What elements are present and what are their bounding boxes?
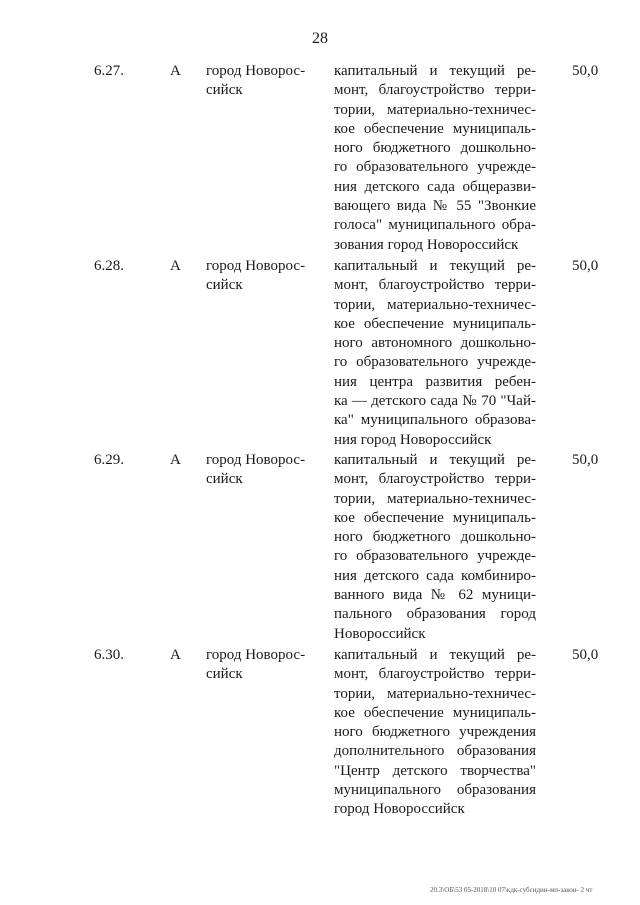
description-line: тории, материально-техничес-	[334, 490, 536, 507]
description-line: го образовательного учрежде-	[334, 159, 536, 176]
item-category: А	[170, 452, 181, 468]
description-line: капитальный и текущий ре-	[334, 647, 536, 663]
item-description	[334, 646, 536, 820]
description-line: ния детского сада комбиниро-	[334, 567, 536, 584]
place-line: город Новорос-	[206, 452, 306, 468]
description-line: вающего вида № 55 "Звонкие	[334, 198, 536, 215]
description-line: зования город Новороссийск	[334, 236, 519, 253]
place-line: сийск	[206, 471, 243, 488]
description-line: ного бюджетного дошкольно-	[334, 140, 536, 157]
item-number: 6.27.	[94, 63, 124, 79]
item-amount: 50,0	[572, 63, 599, 79]
description-line: муниципального образования	[334, 782, 536, 799]
description-line: ния детского сада общеразви-	[334, 178, 536, 195]
description-line: Новороссийск	[334, 625, 426, 642]
item-category: А	[170, 63, 181, 79]
description-line: кое обеспечение муниципаль-	[334, 704, 536, 721]
item-place	[206, 62, 310, 101]
item-number: 6.28.	[94, 258, 124, 274]
description-line: голоса" муниципального обра-	[334, 217, 536, 234]
description-line: го образовательного учрежде-	[334, 354, 536, 371]
description-line: монт, благоустройство терри-	[334, 666, 536, 683]
description-line: ванного вида № 62 муници-	[334, 587, 536, 604]
item-place	[206, 646, 310, 685]
description-line: ка" муниципального образова-	[334, 412, 536, 429]
item-description	[334, 257, 536, 450]
description-line: ния центра развития ребен-	[334, 373, 536, 390]
description-line: тории, материально-техничес-	[334, 296, 536, 313]
item-number: 6.30.	[94, 647, 124, 663]
description-line: кое обеспечение муниципаль-	[334, 120, 536, 137]
description-line: го образовательного учрежде-	[334, 548, 536, 565]
description-line: ного бюджетного дошкольно-	[334, 529, 536, 546]
description-line: тории, материально-техничес-	[334, 101, 536, 118]
description-line: ного автономного дошкольно-	[334, 335, 536, 352]
description-line: кое обеспечение муниципаль-	[334, 509, 536, 526]
place-line: город Новорос-	[206, 258, 306, 274]
page-number: 28	[312, 30, 328, 47]
description-line: монт, благоустройство терри-	[334, 277, 536, 294]
description-line: ка — детского сада № 70 "Чай-	[334, 393, 536, 410]
description-line: пального образования город	[334, 606, 536, 623]
item-category: А	[170, 258, 181, 274]
description-line: ния город Новороссийск	[334, 431, 492, 448]
item-place	[206, 451, 310, 490]
item-amount: 50,0	[572, 452, 599, 468]
document-footer-code: 20.3\ОБ\53 05-2018\10 07\кдк-субсидии-мп-закон- 2 чт	[430, 886, 593, 894]
item-place	[206, 257, 310, 296]
description-line: ного бюджетного учреждения	[334, 724, 536, 741]
item-number: 6.29.	[94, 452, 124, 468]
description-line: город Новороссийск	[334, 801, 465, 818]
description-line: монт, благоустройство терри-	[334, 471, 536, 488]
description-line: кое обеспечение муниципаль-	[334, 315, 536, 332]
item-description	[334, 451, 536, 644]
place-line: сийск	[206, 82, 243, 99]
item-category: А	[170, 647, 181, 663]
description-line: капитальный и текущий ре-	[334, 258, 536, 274]
item-description	[334, 62, 536, 255]
item-amount: 50,0	[572, 258, 599, 274]
description-line: монт, благоустройство терри-	[334, 82, 536, 99]
place-line: сийск	[206, 666, 243, 683]
item-amount: 50,0	[572, 647, 599, 663]
description-line: "Центр детского творчества"	[334, 762, 536, 779]
place-line: город Новорос-	[206, 647, 306, 663]
description-line: капитальный и текущий ре-	[334, 452, 536, 468]
description-line: тории, материально-техничес-	[334, 685, 536, 702]
place-line: сийск	[206, 277, 243, 294]
description-line: дополнительного образования	[334, 743, 536, 760]
place-line: город Новорос-	[206, 63, 306, 79]
description-line: капитальный и текущий ре-	[334, 63, 536, 79]
